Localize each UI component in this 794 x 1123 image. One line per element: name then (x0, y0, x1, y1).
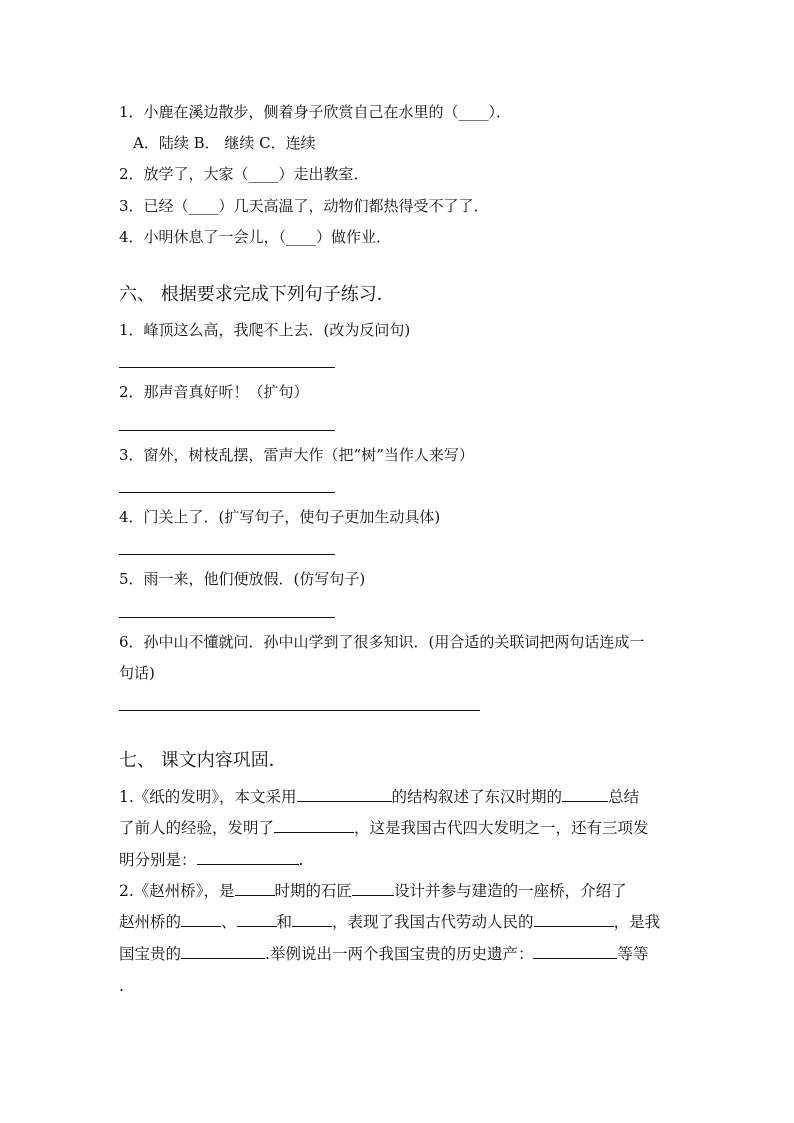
blank-4[interactable] (197, 850, 299, 865)
blank-7[interactable] (181, 912, 221, 927)
blank-5[interactable] (235, 881, 275, 896)
blank-12[interactable] (533, 944, 617, 959)
question-6-6: 6．孙中山不懂就问．孙中山学到了很多知识．(用合适的关联词把两句话连成一 (119, 633, 645, 651)
paragraph-7-1-line1 (119, 787, 639, 807)
question-5-1-options: A．陆续 B． 继续 C．连续 (133, 134, 316, 152)
text: 设计并参与建造的一座桥，介绍了 (394, 882, 627, 900)
answer-line-6-6[interactable] (119, 710, 480, 711)
paragraph-7-1-line3 (119, 850, 303, 870)
blank-9[interactable] (292, 912, 332, 927)
answer-line-6-5[interactable] (119, 617, 335, 618)
question-5-3: 3．已经（____）几天高温了，动物们都热得受不了了． (119, 197, 489, 215)
question-6-3: 3．窗外，树枝乱摆，雷声大作（把“树”当作人来写） (119, 446, 474, 464)
blank-11[interactable] (181, 944, 265, 959)
text: .举例说出一两个我国宝贵的历史遗产： (265, 945, 534, 963)
text: ，表现了我国古代劳动人民的 (332, 913, 534, 931)
question-6-2: 2．那声音真好听！（扩句） (119, 383, 309, 401)
question-6-5: 5．雨一来，他们便放假．(仿写句子) (119, 570, 366, 588)
paragraph-7-2-line2 (119, 912, 660, 932)
answer-line-6-3[interactable] (119, 492, 335, 493)
answer-line-6-2[interactable] (119, 430, 335, 431)
blank-8[interactable] (237, 912, 277, 927)
question-6-6-cont: 句话) (119, 664, 155, 682)
text: 的结构叙述了东汉时期的 (391, 788, 563, 806)
blank-2[interactable] (562, 787, 608, 802)
paragraph-7-2-line1 (119, 881, 627, 901)
text: 和 (276, 913, 293, 931)
text: ，这是我国古代四大发明之一，还有三项发 (354, 819, 649, 837)
text: 、 (221, 913, 237, 931)
text: 等等 (617, 945, 649, 963)
text: 赵州桥的 (119, 913, 182, 931)
text: 国宝贵的 (119, 945, 182, 963)
text: 1.《纸的发明》，本文采用 (119, 788, 297, 806)
paragraph-7-1-line2 (119, 818, 649, 838)
paragraph-7-2-end: . (119, 977, 124, 995)
question-6-1: 1．峰顶这么高，我爬不上去．(改为反问句) (119, 321, 411, 339)
text: ，是我 (613, 913, 661, 931)
question-5-1: 1．小鹿在溪边散步，侧着身子欣赏自己在水里的（____）． (119, 103, 512, 121)
answer-line-6-4[interactable] (119, 554, 335, 555)
blank-1[interactable] (297, 787, 392, 802)
text: . (298, 851, 304, 869)
text: 明分别是： (119, 851, 197, 869)
question-6-4: 4．门关上了．(扩写句子，使句子更加生动具体) (119, 508, 441, 526)
text: 2.《赵州桥》，是 (119, 882, 235, 900)
blank-6[interactable] (352, 881, 394, 896)
section-7-title: 七、 课文内容巩固． (119, 750, 287, 771)
blank-3[interactable] (274, 818, 354, 833)
blank-10[interactable] (534, 912, 614, 927)
paragraph-7-2-line3 (119, 944, 648, 964)
question-5-2: 2．放学了，大家（____）走出教室． (119, 165, 369, 183)
section-6-title: 六、 根据要求完成下列句子练习． (119, 284, 395, 305)
text: 了前人的经验，发明了 (119, 819, 275, 837)
question-5-4: 4．小明休息了一会儿，（____）做作业． (119, 228, 392, 246)
text: 时期的石匠 (274, 882, 353, 900)
text: 总结 (608, 788, 640, 806)
answer-line-6-1[interactable] (119, 367, 335, 368)
